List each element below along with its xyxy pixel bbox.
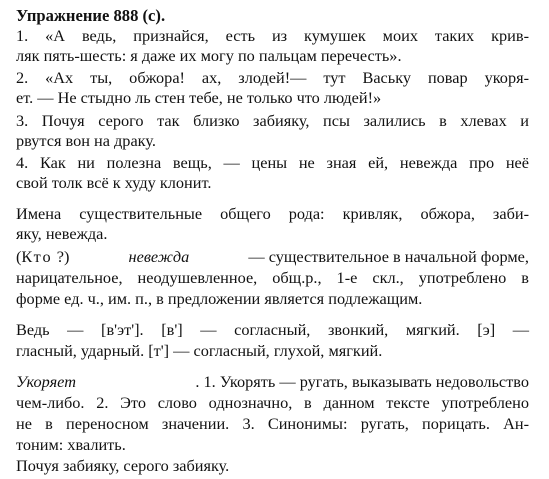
- sentence-2-line-1: 2. «Ах ты, обжора! ах, злодей!— тут Ваську повар укоря-: [16, 68, 529, 87]
- morph-line-3: форме ед. ч., им. п., в предложении является подлежащим.: [16, 289, 423, 308]
- sentence-4-line-1: 4. Как ни полезна вещь, — цены не зная ей, невежда про неё: [16, 153, 529, 172]
- lexical-line-3: не в переносном значении. 3. Синонимы: ругать, порицать. Ан-: [16, 414, 529, 433]
- morph-line-1-rest: — существительное в начальной форме,: [248, 247, 529, 266]
- lexical-line-1-rest: . 1. Укорять — ругать, выказывать недовольство: [195, 372, 529, 391]
- morph-line-1: [16, 247, 529, 267]
- exercise-heading: Упражнение 888 (с).: [16, 6, 166, 25]
- phonetic-line-1: Ведь — [в'эт']. [в'] — согласный, звонкий, мягкий. [э] —: [16, 320, 529, 339]
- lexical-line-1: [16, 372, 529, 392]
- common-gender-line-2: яку, невежда.: [16, 224, 108, 243]
- sentence-4-line-2: свой толк всё к худу клонит.: [16, 173, 212, 192]
- lexical-line-4: тоним: хвалить.: [16, 435, 126, 454]
- morph-question: (Кто ?): [16, 247, 70, 266]
- sentence-3-line-2: рвутся вон на драку.: [16, 131, 156, 150]
- common-gender-line-1: Имена существительные общего рода: кривляк, обжора, заби-: [16, 204, 529, 223]
- lexical-line-2: чем-либо. 2. Это слово однозначно, в данном тексте употреблено: [16, 393, 529, 412]
- sentence-1-line-1: 1. «А ведь, признайся, есть из кумушек моих таких крив-: [16, 26, 529, 45]
- phonetic-line-2: гласный, ударный. [т'] — согласный, глухой, мягкий.: [16, 341, 383, 360]
- morph-word: невежда: [128, 247, 190, 266]
- sentence-1-line-2: ляк пять-шесть: я даже их могу по пальцам перечесть».: [16, 46, 402, 65]
- morph-line-2: нарицательное, неодушевленное, общ.р., 1-е скл., употреблено в: [16, 268, 529, 287]
- morph-question-word: Кто: [21, 247, 53, 266]
- lexical-word: Укоряет: [16, 372, 76, 391]
- sentence-2-line-2: ет. — Не стыдно ль стен тебе, не только что людей!»: [16, 88, 382, 107]
- sentence-3-line-1: 3. Почуя серого так близко забияку, псы залились в хлевах и: [16, 111, 529, 130]
- phrase-line: Почуя забияку, серого забияку.: [16, 456, 230, 475]
